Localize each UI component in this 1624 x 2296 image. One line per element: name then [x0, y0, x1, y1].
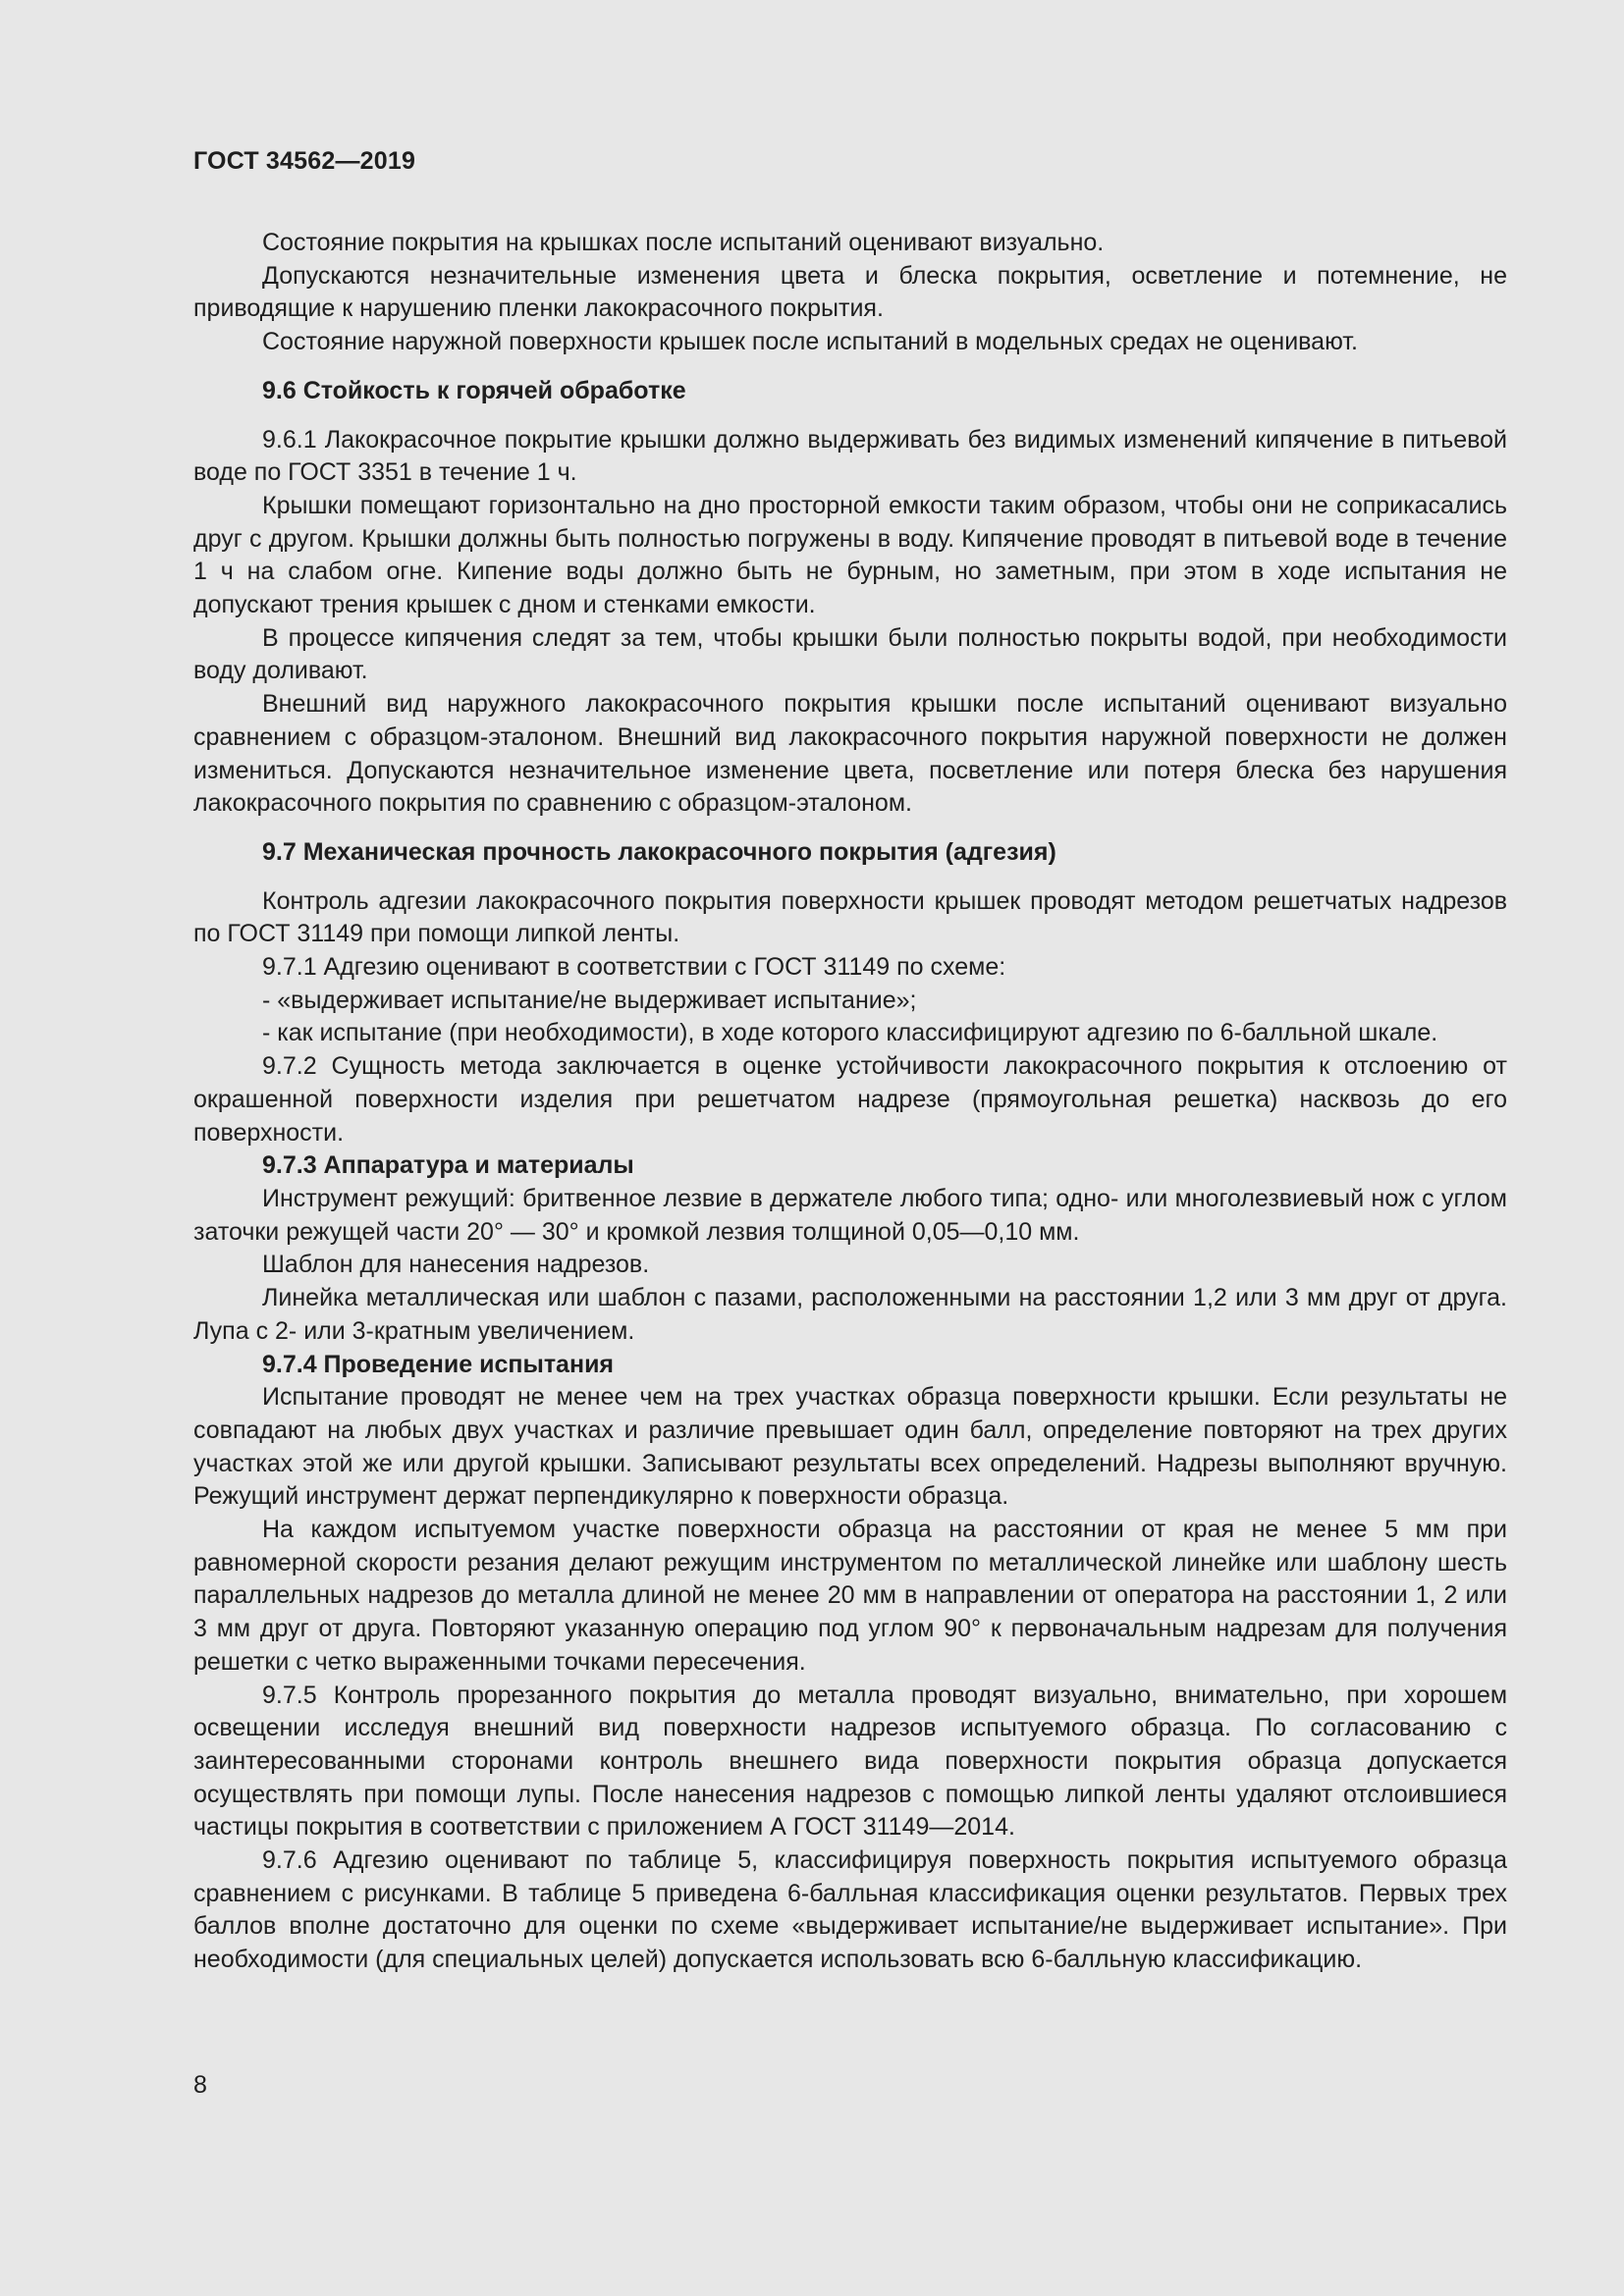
section-heading-9-6: 9.6 Стойкость к горячей обработке — [262, 376, 686, 404]
paragraph: В процессе кипячения следят за тем, чтобы крышки были полностью покрыты водой, при необходимости воду доливают. — [193, 623, 1507, 685]
page-number: 8 — [193, 2071, 207, 2099]
paragraph: Линейка металлическая или шаблон с пазами, расположенными на расстоянии 1,2 или 3 мм друг от друга. Лупа с 2- или 3-кратным увеличением. — [193, 1284, 1507, 1345]
paragraph: 9.6.1 Лакокрасочное покрытие крышки должно выдерживать без видимых изменений кипячение в питьевой воде по ГОСТ 3351 в течение 1 ч. — [193, 425, 1507, 487]
document-header: ГОСТ 34562—2019 — [193, 147, 416, 175]
paragraph: Состояние покрытия на крышках после испытаний оценивают визуально. — [262, 229, 1105, 256]
paragraph: 9.7.6 Адгезию оценивают по таблице 5, классифицируя поверхность покрытия испытуемого образца сравнением с рисунками. В таблице 5 приведена 6-балльная классификация оценки результатов. Первых трех баллов вполне достаточно для оценки по схеме «выдерживает испытание/не выдерживает испытание». При необходимости (для специальных целей) допускается использовать всю 6-балльную классификацию. — [193, 1846, 1507, 1974]
section-heading-9-7: 9.7 Механическая прочность лакокрасочного покрытия (адгезия) — [262, 837, 1056, 866]
paragraph: 9.7.5 Контроль прорезанного покрытия до металла проводят визуально, внимательно, при хорошем освещении исследуя внешний вид поверхности надрезов испытуемого образца. По согласованию с заинтересованными сторонами контроль внешнего вида поверхности покрытия образца допускается осуществлять при помощи лупы. После нанесения надрезов с помощью липкой ленты удаляют отслоившиеся частицы покрытия в соответствии с приложением А ГОСТ 31149—2014. — [193, 1681, 1507, 1842]
paragraph: 9.7.1 Адгезию оценивают в соответствии с ГОСТ 31149 по схеме: — [262, 953, 1006, 982]
paragraph: Инструмент режущий: бритвенное лезвие в держателе любого типа; одно- или многолезвиевый нож с углом заточки режущей части 20° — 30° и кромкой лезвия толщиной 0,05—0,10 мм. — [193, 1184, 1507, 1246]
paragraph: Испытание проводят не менее чем на трех участках образца поверхности крышки. Если результаты не совпадают на любых двух участках и различие превышает один балл, определение повторяют на трех других участках этой же или другой крышки. Записывают результаты всех определений. Надрезы выполняют вручную. Режущий инструмент держат перпендикулярно к поверхности образца. — [193, 1383, 1507, 1511]
list-item: - как испытание (при необходимости), в ходе которого классифицируют адгезию по 6-балльной шкале. — [262, 1019, 1438, 1047]
paragraph: Допускаются незначительные изменения цвета и блеска покрытия, осветление и потемнение, не приводящие к нарушению пленки лакокрасочного покрытия. — [193, 261, 1507, 323]
paragraph: Шаблон для нанесения надрезов. — [262, 1251, 650, 1279]
paragraph: Контроль адгезии лакокрасочного покрытия поверхности крышек проводят методом решетчатых надрезов по ГОСТ 31149 при помощи липкой ленты. — [193, 886, 1507, 948]
paragraph: Крышки помещают горизонтально на дно просторной емкости таким образом, чтобы они не соприкасались друг с другом. Крышки должны быть полностью погружены в воду. Кипячение проводят в питьевой воде в течение 1 ч на слабом огне. Кипение воды должно быть не бурным, но заметным, при этом в ходе испытания не допускают трения крышек с дном и стенками емкости. — [193, 491, 1507, 619]
list-item: - «выдерживает испытание/не выдерживает испытание»; — [262, 986, 917, 1014]
paragraph: Состояние наружной поверхности крышек после испытаний в модельных средах не оценивают. — [262, 328, 1358, 356]
subsection-heading-9-7-3: 9.7.3 Аппаратура и материалы — [262, 1151, 634, 1180]
paragraph: На каждом испытуемом участке поверхности образца на расстоянии от края не менее 5 мм при равномерной скорости резания делают режущим инструментом по металлической линейке или шаблону шесть параллельных надрезов до металла длиной не менее 20 мм в направлении от оператора на расстоянии 1, 2 или 3 мм друг от друга. Повторяют указанную операцию под углом 90° к первоначальным надрезам для получения решетки с четко выраженными точками пересечения. — [193, 1516, 1507, 1676]
document-body — [193, 227, 1507, 1977]
subsection-heading-9-7-4: 9.7.4 Проведение испытания — [262, 1350, 615, 1378]
paragraph: 9.7.2 Сущность метода заключается в оценке устойчивости лакокрасочного покрытия к отслоению от окрашенной поверхности изделия при решетчатом надрезе (прямоугольная решетка) насквозь до его поверхности. — [193, 1052, 1507, 1147]
paragraph: Внешний вид наружного лакокрасочного покрытия крышки после испытаний оценивают визуально сравнением с образцом-эталоном. Внешний вид лакокрасочного покрытия наружной поверхности не должен измениться. Допускаются незначительное изменение цвета, посветление или потеря блеска без нарушения лакокрасочного покрытия по сравнению с образцом-эталоном. — [193, 690, 1507, 818]
